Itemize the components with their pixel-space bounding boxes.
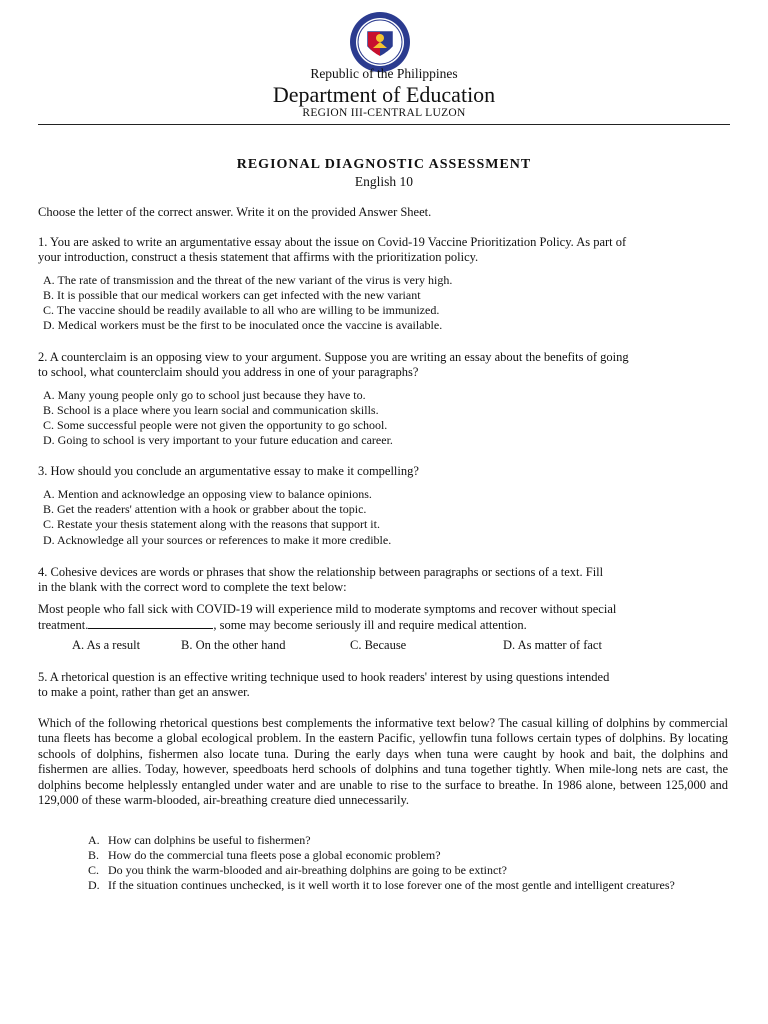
q4-passage-line1: Most people who fall sick with COVID-19 will experience mild to moderate symptoms and recover without special <box>38 602 617 616</box>
q5-passage: Which of the following rhetorical questions best complements the informative text below? The casual killing of dolphins by commercial tuna fleets has become a global ecological problem. In the eastern Pacific, yellowfin tuna follows certain types of dolphins. By locating schools of dolphins, fishermen also locate tuna. During the early days when tuna were caught by hook and bait, the dolphins and fishermen are allies. Today, however, speedboats herd schools of dolphins and tuna together tightly. When mile-long nets are cast, the dolphins become helplessly entangled under water and are unable to rise to the surface to breathe. In 1986 alone, between 125,000 and 129,000 of these warm-blooded, air-breathing creature died unnecessarily. <box>38 716 728 808</box>
department-name: Department of Education <box>272 82 496 107</box>
q5-option-b-letter: B. <box>88 848 100 862</box>
q5-option-a-letter: A. <box>88 833 100 847</box>
header-divider <box>38 124 730 125</box>
q5-option-d-text: If the situation continues unchecked, is it well worth it to lose forever one of the most gentle and intelligent creatures? <box>108 878 675 892</box>
q4-option-c: C. Because <box>350 638 407 652</box>
q2-stem-line1: 2. A counterclaim is an opposing view to your argument. Suppose you are writing an essay about the benefits of going <box>38 350 629 364</box>
republic-label: Republic of the Philippines <box>310 66 458 81</box>
assessment-title: REGIONAL DIAGNOSTIC ASSESSMENT <box>236 157 532 172</box>
q3-option-d: D. Acknowledge all your sources or references to make it more credible. <box>43 533 392 547</box>
q3-option-b: B. Get the readers' attention with a hook or grabber about the topic. <box>43 502 367 516</box>
q2-option-c: C. Some successful people were not given the opportunity to go school. <box>43 418 388 432</box>
q1-option-b: B. It is possible that our medical workers can get infected with the new variant <box>43 288 421 302</box>
q2-option-b: B. School is a place where you learn social and communication skills. <box>43 403 379 417</box>
q2-option-a: A. Many young people only go to school just because they have to. <box>43 388 366 402</box>
q5-stem-line1: 5. A rhetorical question is an effective writing technique used to hook readers' interest by using questions intended <box>38 670 610 684</box>
q5-option-d <box>88 878 748 893</box>
q3-option-a: A. Mention and acknowledge an opposing view to balance opinions. <box>43 487 372 501</box>
q4-passage-line2 <box>38 617 728 634</box>
q5-option-c-letter: C. <box>88 863 100 877</box>
q4-passage-start: treatment. <box>38 618 89 632</box>
q4-option-a: A. As a result <box>72 638 141 652</box>
q5-option-b <box>88 848 728 863</box>
q4-stem-line1: 4. Cohesive devices are words or phrases that show the relationship between paragraphs or sections of a text. Fill <box>38 565 604 579</box>
q3-option-c: C. Restate your thesis statement along with the reasons that support it. <box>43 517 380 531</box>
q5-option-a-text: How can dolphins be useful to fishermen? <box>108 833 311 847</box>
q2-stem-line2: to school, what counterclaim should you address in one of your paragraphs? <box>38 365 419 379</box>
instructions: Choose the letter of the correct answer. Write it on the provided Answer Sheet. <box>38 205 432 219</box>
q1-option-d: D. Medical workers must be the first to be inoculated once the vaccine is available. <box>43 318 443 332</box>
region-label: REGION III-CENTRAL LUZON <box>302 107 466 119</box>
q4-answer-blank <box>88 617 213 629</box>
q4-passage-end: , some may become seriously ill and require medical attention. <box>213 618 527 632</box>
q5-option-c <box>88 863 728 878</box>
q3-stem: 3. How should you conclude an argumentative essay to make it compelling? <box>38 464 419 478</box>
q1-stem-line1: 1. You are asked to write an argumentative essay about the issue on Covid-19 Vaccine Prioritization Policy. As part of <box>38 235 627 249</box>
assessment-subject: English 10 <box>354 174 414 189</box>
deped-seal-icon <box>348 10 412 74</box>
q1-option-c: C. The vaccine should be readily available to all who are willing to be immunized. <box>43 303 440 317</box>
q5-stem-line2: to make a point, rather than get an answer. <box>38 685 250 699</box>
q2-option-d: D. Going to school is very important to your future education and career. <box>43 433 393 447</box>
q4-option-d: D. As matter of fact <box>503 638 602 652</box>
q4-option-b: B. On the other hand <box>181 638 286 652</box>
q5-option-b-text: How do the commercial tuna fleets pose a global economic problem? <box>108 848 441 862</box>
q5-option-c-text: Do you think the warm-blooded and air-breathing dolphins are going to be extinct? <box>108 863 507 877</box>
q1-option-a: A. The rate of transmission and the threat of the new variant of the virus is very high. <box>43 273 453 287</box>
q4-stem-line2: in the blank with the correct word to complete the text below: <box>38 580 347 594</box>
q5-option-a <box>88 833 728 848</box>
q5-option-d-letter: D. <box>88 878 100 892</box>
q1-stem-line2: your introduction, construct a thesis statement that affirms with the prioritization policy. <box>38 250 479 264</box>
